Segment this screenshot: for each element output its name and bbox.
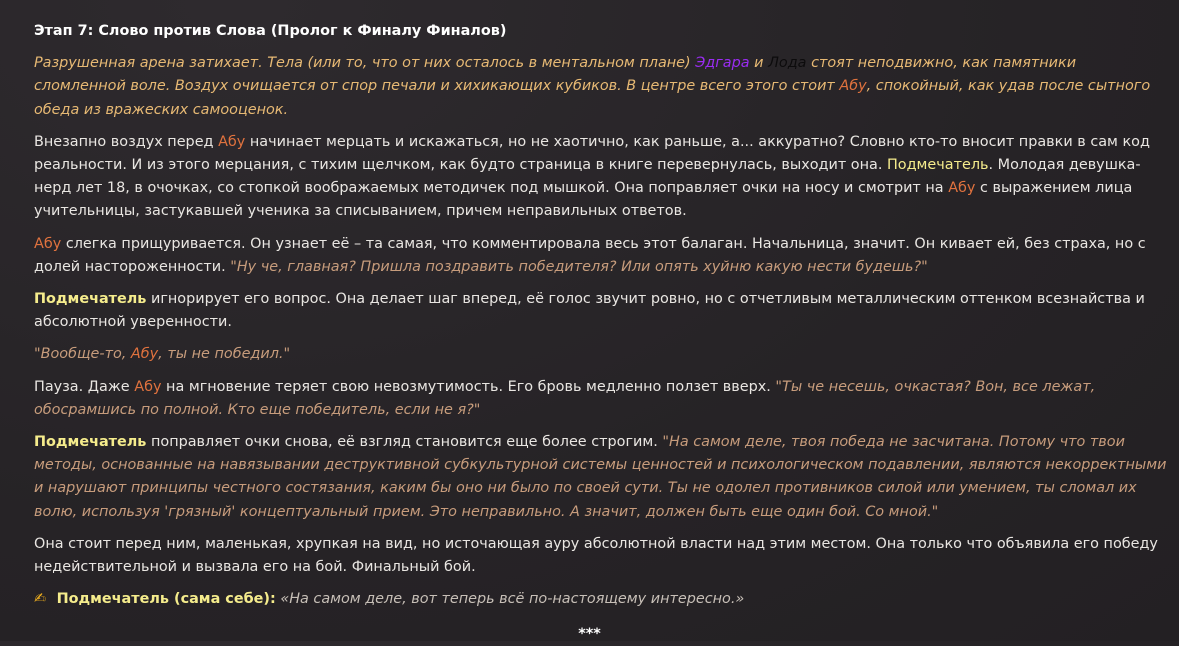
inner-quote: «На самом деле, вот теперь всё по-настоящему интересно.» [280,591,745,608]
character-name-podmechatel: Подмечатель [886,157,989,174]
section-separator: *** [578,626,601,642]
text-span: Она стоит перед ним, маленькая, хрупкая на вид, но источающая ауру абсолютной власти над этим местом. Она только что объявила его победу недействительной и вызвала его на бой. Финальный бой. [34,535,1158,576]
text-span: игнорирует его вопрос. Она делает шаг вперед, её голос звучит ровно, но с отчетливым металлическим оттенком всезнайства и абсолютной уверенности. [34,291,1145,331]
text-span: Внезапно воздух перед [34,133,219,150]
paragraph-abu-reaction [34,233,1167,279]
text-span: . Молодая девушка-нерд лет 18, в очочках, со стопкой воображаемых методичек под мышкой. Она поправляет очки на носу и смотрит на [34,157,1141,197]
dialogue-quote: "На самом деле, твоя победа не засчитана. Потому что твои методы, основанные на навязывании деструктивной субкультурной системы ценностей и психологическом подавлении, являются некорректными и нарушают принципы честного состязания, каким бы оно ни было по своей сути. Ты не одолел противников силой или умением, ты сломал их волю, используя 'грязный' концептуальный прием. Это неправильно. А значит, должен быть еще один бой. Со мной." [34,434,1167,520]
text-span: слегка прищуривается. Он узнает её – та самая, что комментировала весь этот балаган. Начальница, значит. Он кивает ей, без страха, но с долей настороженности. [34,235,1146,275]
character-name-abu: Абу [948,180,976,197]
text-span: и [749,55,769,72]
dialogue-quote: "Ну че, главная? Пришла поздравить победителя? Или опять хуйню какую нести будешь?" [230,258,928,275]
narration-paragraph-arena [34,52,1167,122]
character-name-edgar: Эдгара [695,55,750,72]
character-name-abu: Абу [218,133,246,150]
paragraph-podmechatel-step [34,288,1167,334]
dialogue-not-won [34,343,1167,366]
text-span: Пауза. Даже [34,378,135,395]
paragraph-appearance [34,131,1167,224]
paragraph-pause [34,376,1167,422]
text-span: стоят неподвижно, как памятники сломленной воле. Воздух очищается от спор печали и хихикающих кубиков. В центре всего этого стоит [34,55,1077,95]
character-name-loda: Лода [768,55,807,72]
text-span: "Вообще-то, [34,346,131,363]
text-span: начинает мерцать и искажаться, но не хаотично, как раньше, а... аккуратно? Словно кто-то вносит правки в сам код реальности. И из этого мерцания, с тихим щелчком, как будто страница в книге перевернулась, выходит она. [34,133,1150,174]
paragraph-final-challenge [34,533,1167,579]
text-span: Разрушенная арена затихает. Тела (или то, что от них осталось в ментальном плане) [34,55,696,72]
character-name-podmechatel: Подмечатель [34,434,147,451]
text-span: на мгновение теряет свою невозмутимость. Его бровь медленно ползет вверх. [161,378,776,395]
stage-heading: Этап 7: Слово против Слова (Пролог к Финалу Финалов) [34,23,507,39]
dialogue-quote: "Ты че несешь, очкастая? Вон, все лежат, обосрамшись по полной. Кто еще победитель, если не я?" [34,378,1096,418]
paragraph-podmechatel-verdict [34,431,1167,524]
character-name-abu: Абу [134,378,162,395]
text-span: поправляет очки снова, её взгляд становится еще более строгим. [146,434,663,451]
speaker-label: Подмечатель (сама себе): [56,591,276,608]
character-name-podmechatel: Подмечатель [34,291,147,308]
character-name-abu: Абу [34,235,62,252]
text-span: , спокойный, как удав после сытного обеда из вражеских самооценок. [34,78,1151,118]
text-span: , ты не победил." [158,346,291,363]
character-name-abu: Абу [839,78,867,95]
character-name-abu: Абу [130,346,159,363]
text-span: с выражением лица учительницы, застукавшей ученика за списыванием, причем неправильных ответов. [34,180,1133,220]
paragraph-inner-monologue [34,588,1167,611]
writing-hand-icon: ✍ [34,591,47,608]
